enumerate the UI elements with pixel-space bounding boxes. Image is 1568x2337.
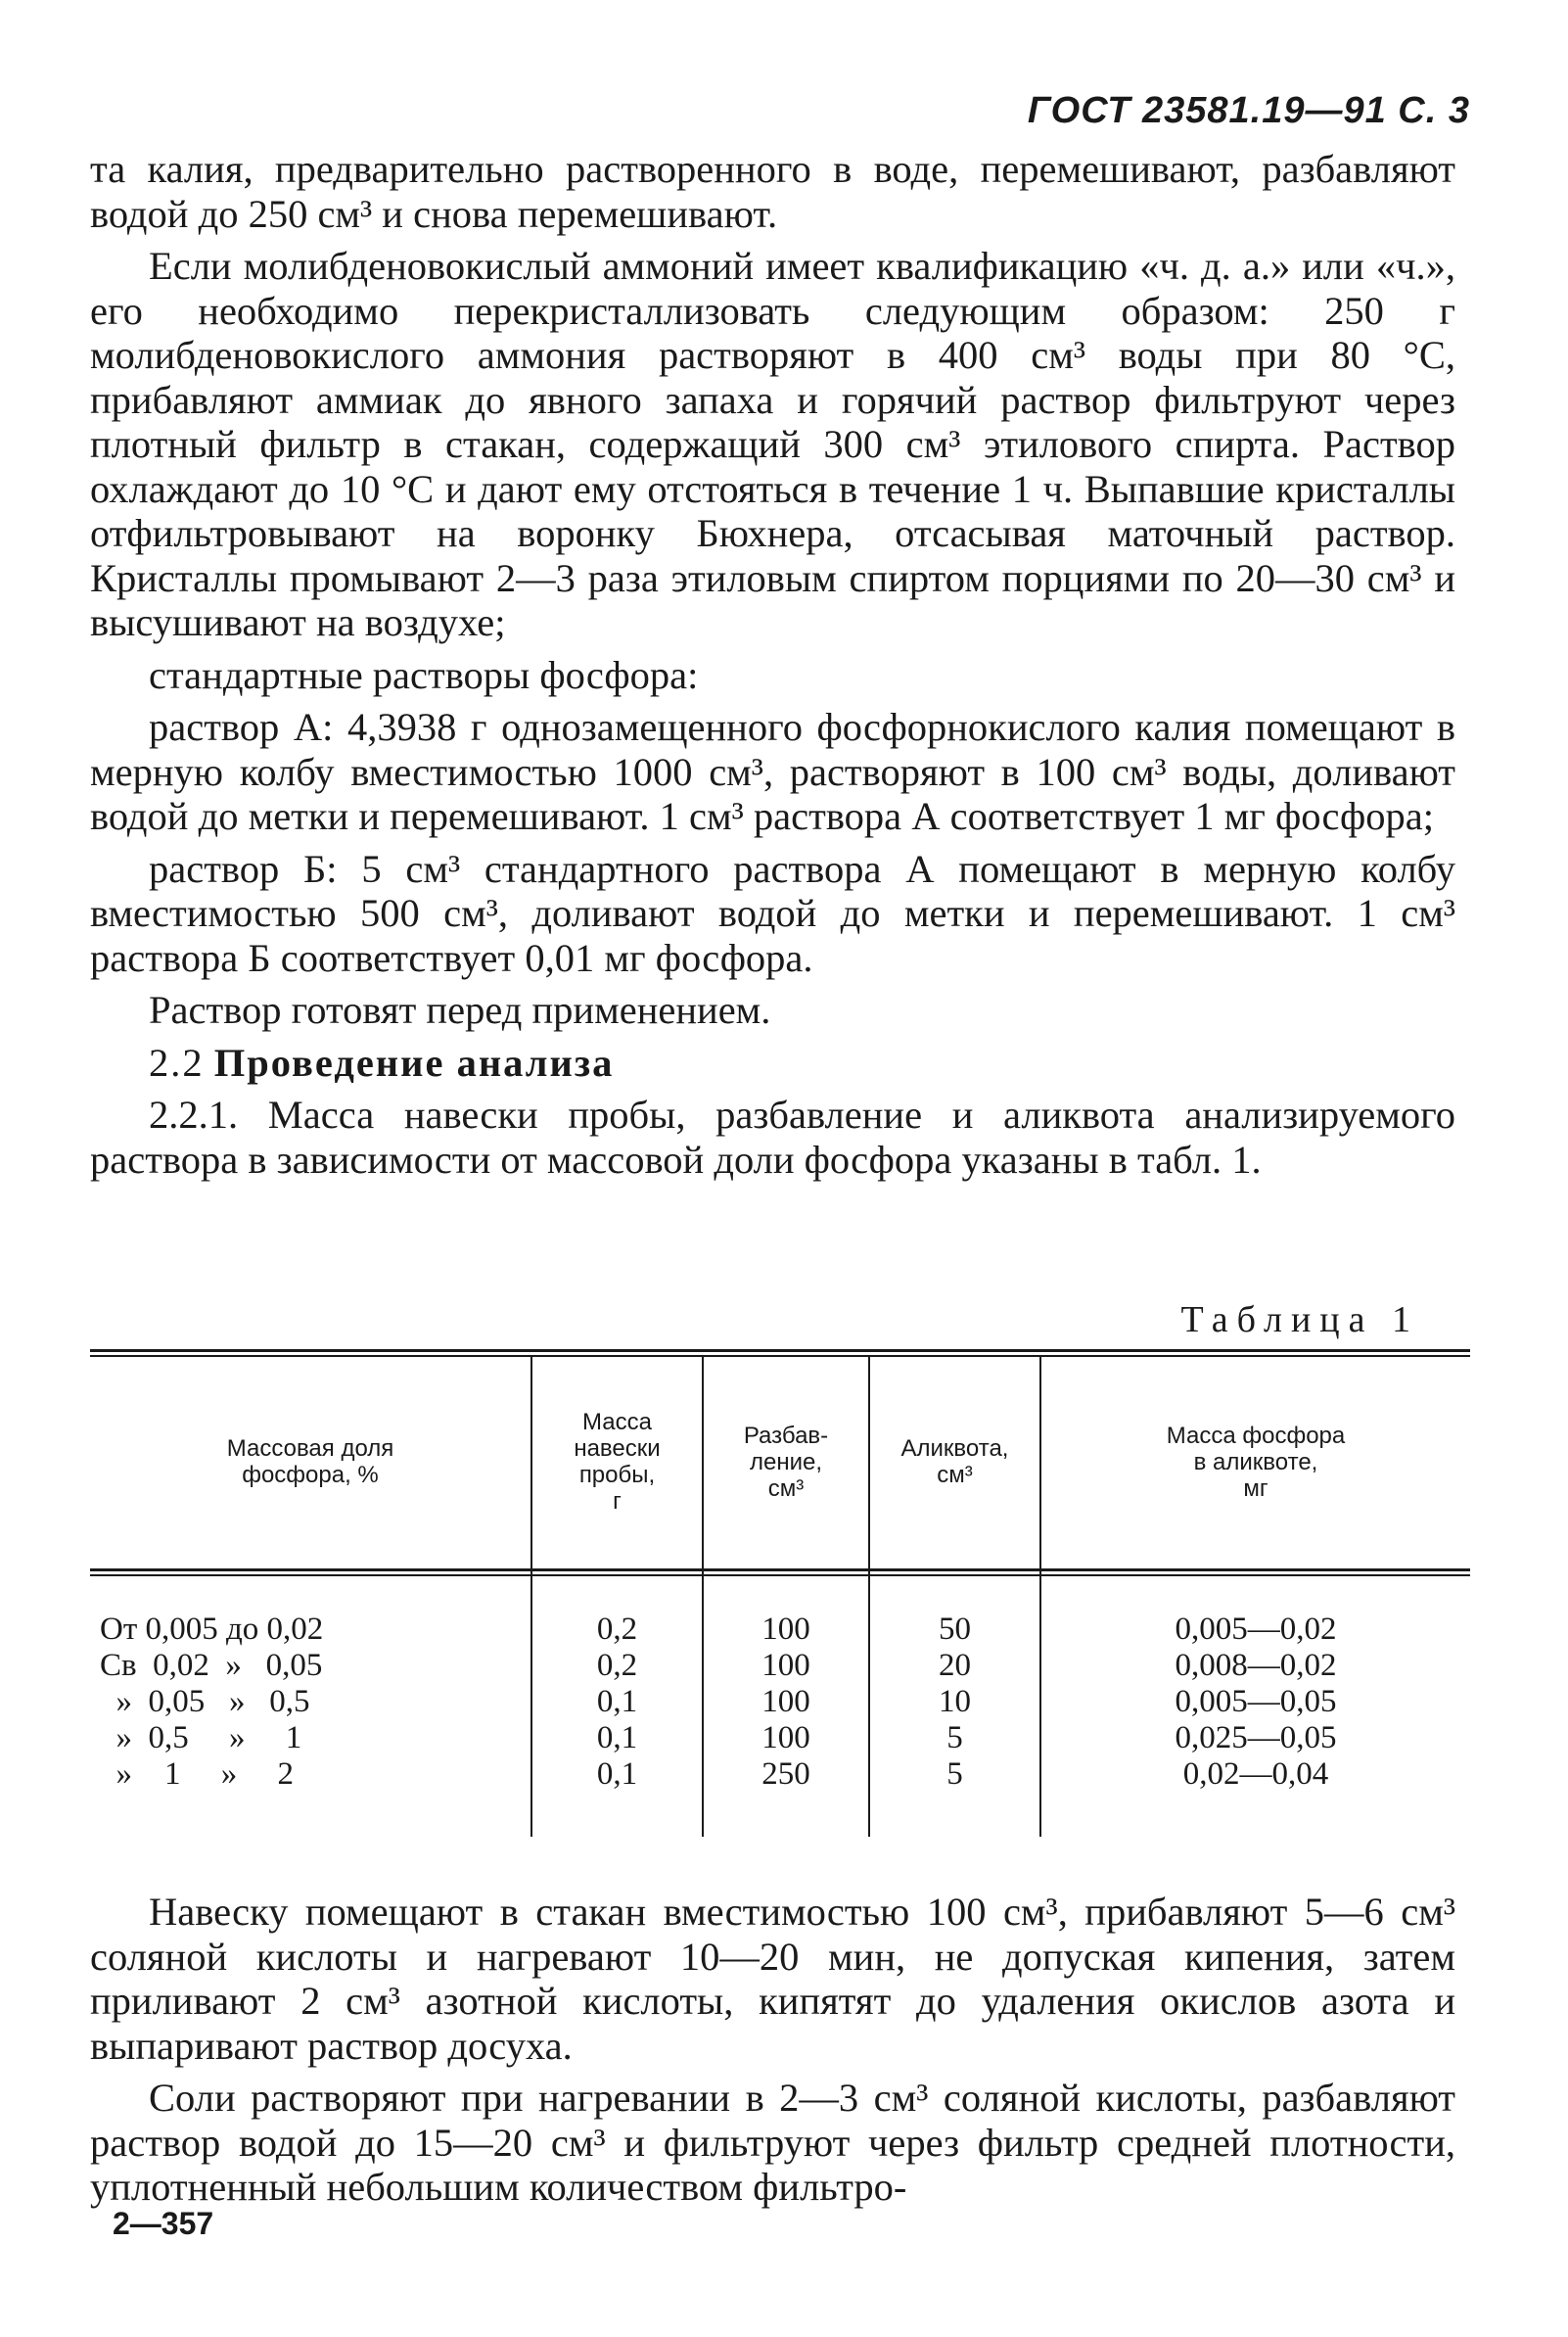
- table-cell: 100: [761, 1612, 810, 1647]
- data-table: [90, 1349, 1470, 1848]
- header-phosphorus-mass: Масса фосфора в аликвоте, мг: [1166, 1422, 1346, 1502]
- page-header: ГОСТ 23581.19—91 С. 3: [1027, 90, 1470, 131]
- table-cell: 50: [939, 1612, 971, 1647]
- table-cell: 0,02—0,04: [1182, 1756, 1329, 1792]
- paragraph: Раствор готовят перед применением.: [149, 988, 771, 1032]
- bottom-text-block: [90, 1890, 1455, 2210]
- table-cell: 100: [761, 1684, 810, 1719]
- column-aliquot: [870, 1612, 1039, 1793]
- table-cell: 20: [939, 1648, 971, 1683]
- header-aliquot: Аликвота, см³: [900, 1435, 1009, 1488]
- table-cell: » 0,5 » 1: [100, 1720, 302, 1755]
- header-sample-mass: Масса навески пробы, г: [574, 1409, 661, 1515]
- paragraph: Соли растворяют при нагревании в 2—3 см³ соляной кислоты, разбавляют раствор водой до 15—20 см³ и фильтруют через фильтр средней плотности, уплотненный небольшим количеством фильтро-: [90, 2076, 1455, 2209]
- table-cell: 0,2: [596, 1612, 638, 1647]
- table-cell: 0,005—0,02: [1175, 1612, 1337, 1647]
- table-top-rule: [90, 1349, 1470, 1352]
- column-fraction: [100, 1612, 323, 1793]
- table-caption: Таблица 1: [1180, 1299, 1419, 1340]
- column-dilution: [704, 1612, 868, 1793]
- table-cell: 100: [761, 1720, 810, 1755]
- table-cell: 0,2: [596, 1648, 638, 1683]
- column-sample-mass: [532, 1612, 702, 1793]
- table-cell: » 0,05 » 0,5: [100, 1684, 310, 1719]
- table-cell: 0,1: [596, 1684, 638, 1719]
- table-top-rule-inner: [90, 1355, 1470, 1357]
- paragraph: Если молибденовокислый аммоний имеет квалификацию «ч. д. а.» или «ч.», его необходимо перекристаллизовать следующим образом: 250 г молибденовокислого аммония растворяют в 400 см³ воды при 80 °С, прибавляют аммиак до явного запаха и горячий раствор фильтруют через плотный фильтр в стакан, содержащий 300 см³ этилового спирта. Раствор охлаждают до 10 °С и дают ему отстояться в течение 1 ч. Выпавшие кристаллы отфильтровывают на воронку Бюхнера, отсасывая маточный раствор. Кристаллы промывают 2—3 раза этиловым спиртом порциями по 20—30 см³ и высушивают на воздухе;: [90, 244, 1455, 644]
- paragraph: 2.2.1. Масса навески пробы, разбавление и аликвота анализируемого раствора в зависимости от массовой доли фосфора указаны в табл. 1.: [90, 1093, 1455, 1182]
- table-cell: 100: [761, 1648, 810, 1683]
- table-cell: 5: [946, 1756, 963, 1792]
- top-text-block: [90, 147, 1455, 1182]
- header-fraction: Массовая доля фосфора, %: [226, 1435, 394, 1488]
- section-number: 2.2: [149, 1040, 205, 1085]
- table-cell: 0,008—0,02: [1175, 1648, 1337, 1683]
- table-cell: 5: [946, 1720, 963, 1755]
- paragraph: Навеску помещают в стакан вместимостью 100 см³, прибавляют 5—6 см³ соляной кислоты и нагревают 10—20 мин, не допуская кипения, затем приливают 2 см³ азотной кислоты, кипятят до удаления окислов азота и выпаривают раствор досуха.: [90, 1890, 1455, 2068]
- section-title: Проведение анализа: [213, 1040, 615, 1085]
- table-cell: 250: [761, 1756, 810, 1792]
- table-cell: 0,1: [596, 1720, 638, 1755]
- table-cell: 0,005—0,05: [1175, 1684, 1337, 1719]
- column-phosphorus-mass: [1041, 1612, 1470, 1793]
- paragraph: та калия, предварительно растворенного в воде, перемешивают, разбавляют водой до 250 см³ и снова перемешивают.: [90, 147, 1455, 236]
- page-code: 2—357: [113, 2206, 214, 2241]
- header-dilution: Разбав- ление, см³: [743, 1422, 829, 1502]
- table-cell: 0,025—0,05: [1175, 1720, 1337, 1755]
- paragraph: раствор А: 4,3938 г однозамещенного фосфорнокислого калия помещают в мерную колбу вместимостью 1000 см³, растворяют в 100 см³ воды, доливают водой до метки и перемешивают. 1 см³ раствора А соответствует 1 мг фосфора;: [90, 705, 1455, 838]
- table-cell: Св 0,02 » 0,05: [100, 1648, 323, 1683]
- table-cell: 0,1: [596, 1756, 638, 1792]
- table-cell: 10: [939, 1684, 971, 1719]
- table-header-rule: [90, 1568, 1470, 1571]
- section-heading: [90, 1041, 1455, 1086]
- paragraph: раствор Б: 5 см³ стандартного раствора А помещают в мерную колбу вместимостью 500 см³, доливают водой до метки и перемешивают. 1 см³ раствора Б соответствует 0,01 мг фосфора.: [90, 846, 1455, 980]
- paragraph: стандартные растворы фосфора:: [149, 652, 699, 697]
- table-header-rule-inner: [90, 1574, 1470, 1576]
- table-cell: От 0,005 до 0,02: [100, 1612, 324, 1647]
- table-cell: » 1 » 2: [100, 1756, 294, 1792]
